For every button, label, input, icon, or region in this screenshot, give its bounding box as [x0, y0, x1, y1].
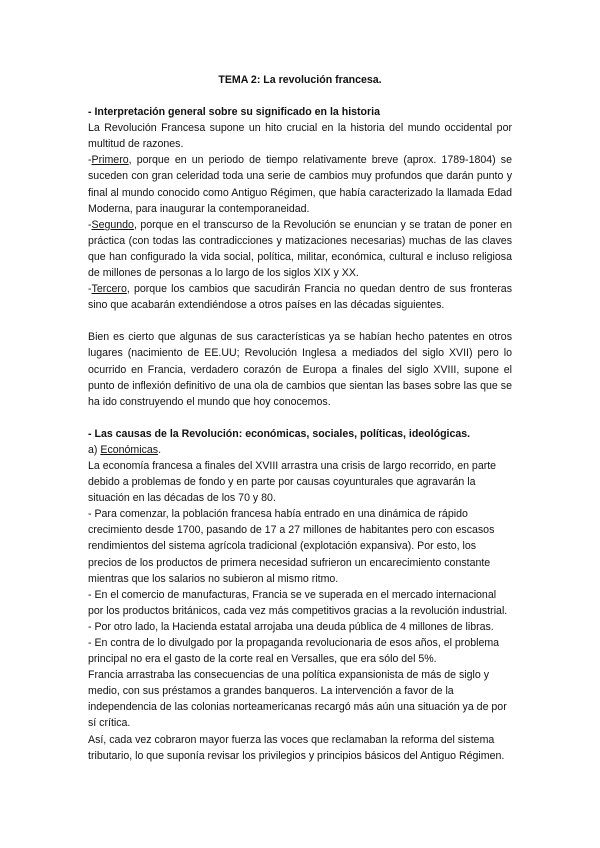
section-heading-interpretation: - Interpretación general sobre su significado en la historia	[88, 106, 380, 119]
tercero-keyword: Tercero	[91, 283, 127, 296]
context-paragraph: Bien es cierto que algunas de sus características ya se habían hecho patentes en otros lugares (nacimiento de EE.UU; Revolución Inglesa a mediados del siglo XVII) pero lo ocurrido en Francia, verdadero corazón de Europa a finales del siglo XVIII, supone el punto de inflexión definitivo de una ola de cambios que sientan las bases sobre las que se ha ido construyendo el mundo que hoy conocemos.	[88, 331, 512, 408]
court-spending-paragraph: - En contra de lo divulgado por la propaganda revolucionaria de esos años, el problema principal no era el gasto de la corte real en Versalles, que era sólo del 5%.	[88, 637, 500, 666]
primero-dash: -	[88, 154, 92, 167]
subsection-letter: a)	[88, 443, 101, 456]
primero-paragraph	[88, 152, 512, 216]
segundo-dash: -	[88, 218, 92, 231]
segundo-keyword: Segundo	[91, 218, 134, 231]
tercero-dash: -	[88, 283, 92, 296]
expansionism-paragraph: Francia arrastraba las consecuencias de una política expansionista de más de siglo y medio, con sus préstamos a grandes banqueros. La intervención a favor de la independencia de las colonias norteamericanas recargó más aún una situación ya de por sí crítica.	[88, 669, 507, 730]
economy-paragraph: La economía francesa a finales del XVIII arrastra una crisis de largo recorrido, en parte debido a problemas de fondo y en parte por causas coyunturales que agravarán la situación en las décadas de los 70 y 80.	[88, 459, 497, 505]
intro-paragraph: La Revolución Francesa supone un hito crucial en la historia del mundo occidental por multitud de razones.	[88, 122, 512, 151]
paragraph-spacer	[88, 313, 512, 329]
document-title: TEMA 2: La revolución francesa.	[218, 74, 382, 86]
subsection-economicas	[88, 442, 512, 458]
tax-reform-paragraph: Así, cada vez cobraron mayor fuerza las voces que reclamaban la reforma del sistema tributario, lo que suponía revisar los privilegios y principios básicos del Antiguo Régimen.	[88, 733, 505, 762]
section-heading-causes: - Las causas de la Revolución: económicas, sociales, políticas, ideológicas.	[88, 427, 471, 440]
subsection-label: Económicas	[100, 443, 159, 456]
primero-text: , porque en un periodo de tiempo relativamente breve (aprox. 1789-1804) se suceden con gran celeridad toda una serie de cambios muy profundos que darán punto y final al mundo conocido como Antiguo Régimen, que había caracterizado la llamada Edad Moderna, para inaugurar la contemporaneidad.	[88, 154, 512, 215]
population-paragraph: - Para comenzar, la población francesa había entrado en una dinámica de rápido crecimiento desde 1700, pasando de 17 a 27 millones de habitantes pero con escasos rendimientos del sistema agrícola tradicional (explotación expansiva). Por esto, los precios de los productos de primera necesidad sufrieron un encarecimiento constante mientras que los salarios no subieron al mismo ritmo.	[88, 508, 495, 585]
primero-keyword: Primero	[91, 154, 129, 167]
manufacturing-paragraph: - En el comercio de manufacturas, Francia se ve superada en el mercado internacional por los productos británicos, cada vez más competitivos gracias a la revolución industrial.	[88, 588, 508, 617]
tercero-paragraph	[88, 281, 512, 313]
subsection-period: .	[158, 443, 162, 456]
tercero-text: , porque los cambios que sacudirán Francia no quedan dentro de sus fronteras sino que acabarán extendiéndose a otros países en las décadas siguientes.	[88, 283, 512, 312]
segundo-paragraph	[88, 217, 512, 281]
paragraph-spacer	[88, 410, 512, 426]
segundo-text: , porque en el transcurso de la Revolución se enuncian y se tratan de poner en práctica (con todas las contradicciones y matizaciones necesarias) muchas de las claves que han configurado la vida social, política, militar, económica, cultural e incluso religiosa de millones de personas a lo largo de los siglos XIX y XX.	[88, 218, 512, 280]
debt-paragraph: - Por otro lado, la Hacienda estatal arrojaba una deuda pública de 4 millones de libras.	[88, 620, 494, 633]
